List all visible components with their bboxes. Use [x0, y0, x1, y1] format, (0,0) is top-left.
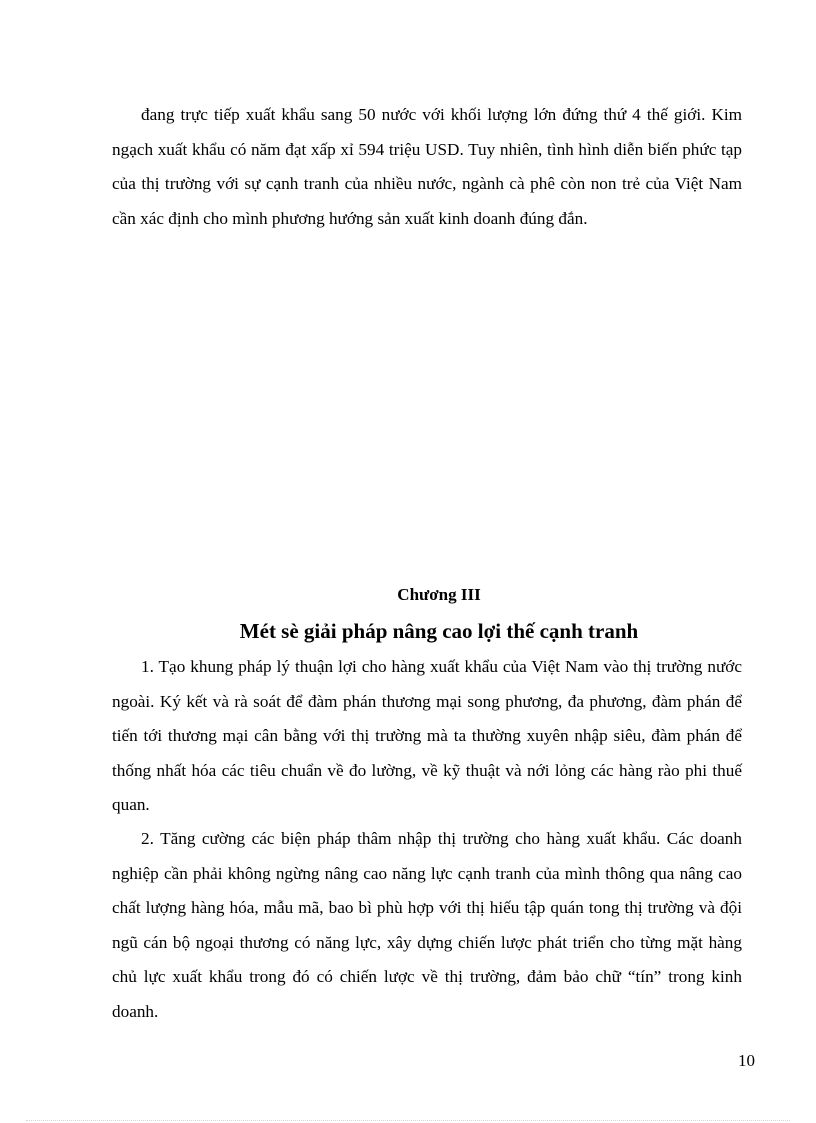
page-number: 10 — [738, 1051, 755, 1070]
paragraph-legal-framework: 1. Tạo khung pháp lý thuận lợi cho hàng xuất khẩu của Việt Nam vào thị trường nước ngoài. Ký kết và rà soát để đàm phán thương mại song phương, đa phương, đàm phán để tiến tới thương mại cân bằng với thị trường mà ta thường xuyên nhập siêu, đàm phán để thống nhất hóa các tiêu chuẩn về đo lường, về kỹ thuật và nới lỏng các hàng rào phi thuế quan. — [112, 657, 742, 815]
chapter-title: Mét sè giải pháp nâng cao lợi thế cạnh tranh — [239, 619, 639, 643]
paragraph-market-penetration: 2. Tăng cường các biện pháp thâm nhập thị trường cho hàng xuất khẩu. Các doanh nghiệp cần phải không ngừng nâng cao năng lực cạnh tranh của mình thông qua nâng cao chất lượng hàng hóa, mẫu mã, bao bì phù hợp với thị hiếu tập quán tong thị trường và đội ngũ cán bộ ngoại thương có năng lực, xây dựng chiến lược phát triển cho từng mặt hàng chủ lực xuất khẩu trong đó có chiến lược về thị trường, đảm bảo chữ “tín” trong kinh doanh. — [112, 829, 742, 1021]
page-bottom-divider — [26, 1120, 790, 1121]
chapter-label: Chương III — [397, 585, 481, 604]
intro-paragraph: đang trực tiếp xuất khẩu sang 50 nước với khối lượng lớn đứng thứ 4 thế giới. Kim ngạch xuất khẩu có năm đạt xấp xỉ 594 triệu USD. Tuy nhiên, tình hình diễn biến phức tạp của thị trường với sự cạnh tranh của nhiều nước, ngành cà phê còn non trẻ của Việt Nam cần xác định cho mình phương hướng sản xuất kinh doanh đúng đắn. — [112, 105, 742, 228]
